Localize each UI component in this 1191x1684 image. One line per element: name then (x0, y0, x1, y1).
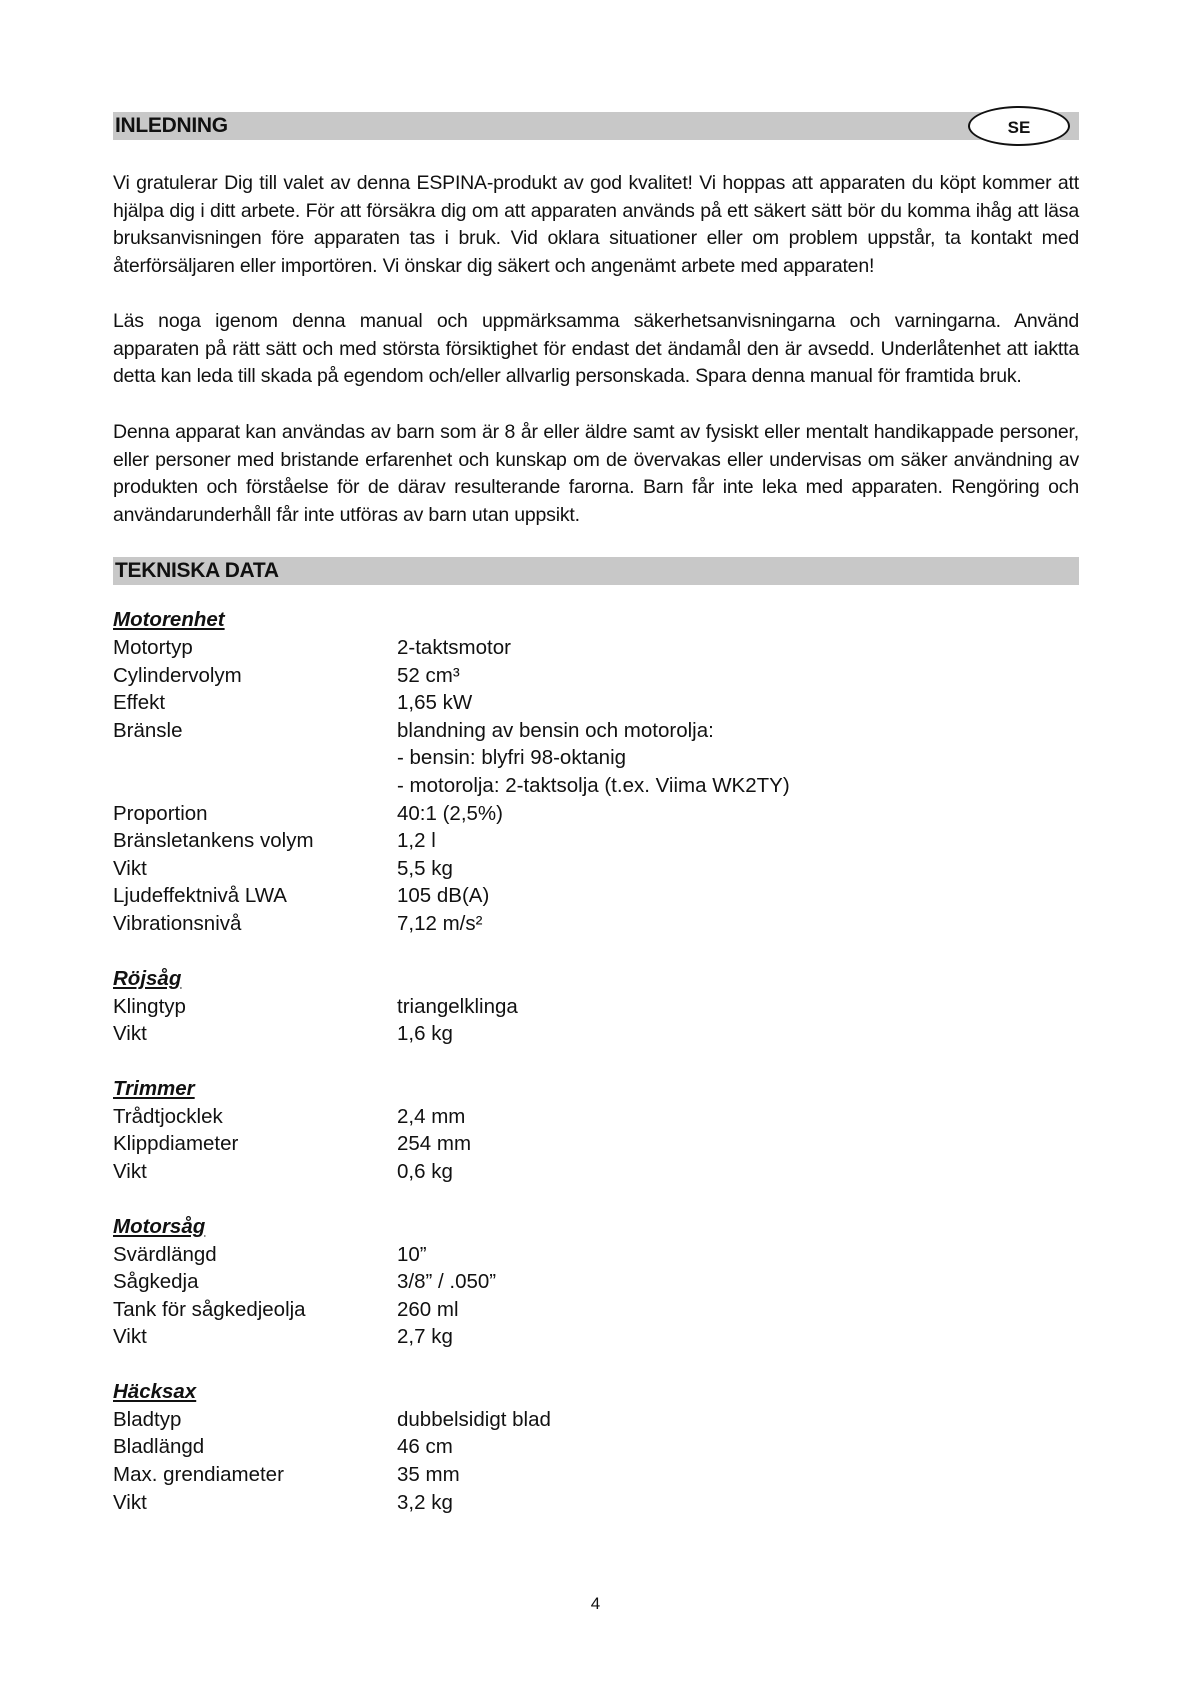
spec-row (113, 1020, 1013, 1048)
spec-label: Proportion (113, 801, 208, 825)
spec-label: Sågkedja (113, 1270, 199, 1294)
spec-value: 260 ml (397, 1297, 459, 1321)
spec-value: 46 cm (397, 1435, 453, 1459)
spec-label: Vikt (113, 1159, 147, 1183)
page-number: 4 (590, 1594, 601, 1613)
spec-row (113, 1130, 1013, 1158)
spec-label: Motortyp (113, 636, 193, 659)
spec-row (113, 855, 1013, 883)
spec-value: 2,7 kg (397, 1325, 453, 1349)
spec-group-motorsag (113, 1213, 1013, 1351)
spec-row (113, 1241, 1013, 1269)
spec-value: 254 mm (397, 1132, 472, 1156)
spec-group-title: Röjsåg (113, 966, 182, 990)
spec-row (113, 1268, 1013, 1296)
spec-label: Vibrationsnivå (113, 911, 242, 935)
spec-label: Klingtyp (113, 994, 186, 1018)
spec-label: Bränsle (113, 718, 183, 742)
intro-paragraph: Vi gratulerar Dig till valet av denna ESPINA-produkt av god kvalitet! Vi hoppas att apparaten du köpt kommer att hjälpa dig i ditt arbete. För att försäkra dig om att apparaten används på ett säkert sätt bör du komma ihåg att läsa bruksanvisningen före apparaten tas i bruk. Vid oklara situationer eller om problem uppstår, ta kontakt med återförsäljaren eller importören. Vi önskar dig säkert och angenämt arbete med apparaten! (113, 172, 1079, 277)
spec-value: 1,6 kg (397, 1022, 453, 1046)
spec-row (113, 717, 1013, 800)
technical-data-heading: TEKNISKA DATA (113, 557, 1079, 585)
spec-group-title: Motorsåg (113, 1214, 206, 1238)
spec-value: 52 cm³ (397, 663, 460, 687)
spec-row (113, 662, 1013, 690)
spec-value: 1,2 l (397, 829, 436, 853)
spec-row (113, 800, 1013, 828)
spec-group-title: Trimmer (113, 1076, 195, 1100)
spec-list (113, 606, 1013, 1543)
spec-label: Max. grendiameter (113, 1463, 284, 1487)
spec-group-hacksax (113, 1378, 1013, 1516)
spec-value: blandning av bensin och motorolja: - bensin: blyfri 98-oktanig - motorolja: 2-taktsolja (t.ex. Viima WK2TY) (397, 718, 790, 797)
spec-value: 10” (397, 1242, 427, 1266)
spec-label: Vikt (113, 1022, 147, 1046)
spec-value: 1,65 kW (397, 691, 473, 715)
spec-row (113, 827, 1013, 855)
spec-group-motorenhet (113, 606, 1013, 938)
spec-label: Bränsletankens volym (113, 829, 314, 853)
spec-label: Vikt (113, 856, 147, 880)
spec-label: Bladlängd (113, 1435, 205, 1459)
spec-row (113, 634, 1013, 662)
spec-group-rojsag (113, 965, 1013, 1048)
spec-value: 3,2 kg (397, 1490, 453, 1514)
spec-row (113, 1158, 1013, 1186)
spec-label: Cylindervolym (113, 663, 242, 687)
spec-row (113, 1296, 1013, 1324)
spec-value: 5,5 kg (397, 856, 453, 880)
spec-value: 40:1 (2,5%) (397, 801, 503, 825)
intro-heading: INLEDNING (113, 112, 1079, 140)
spec-group-title: Motorenhet (113, 608, 225, 631)
language-badge: SE (968, 106, 1070, 146)
spec-value: 7,12 m/s² (397, 911, 483, 935)
spec-row (113, 910, 1013, 938)
spec-value: 0,6 kg (397, 1159, 453, 1183)
spec-label: Ljudeffektnivå LWA (113, 884, 287, 908)
spec-group-trimmer (113, 1075, 1013, 1186)
spec-row (113, 1461, 1013, 1489)
spec-label: Vikt (113, 1490, 147, 1514)
spec-row (113, 1323, 1013, 1351)
spec-row (113, 1433, 1013, 1461)
spec-label: Vikt (113, 1325, 147, 1349)
spec-label: Svärdlängd (113, 1242, 217, 1266)
spec-label: Bladtyp (113, 1407, 182, 1431)
intro-paragraph: Läs noga igenom denna manual och uppmärksamma säkerhetsanvisningarna och varningarna. Använd apparaten på rätt sätt och med största försiktighet för endast det ändamål den är avsedd. Underlåtenhet att iaktta detta kan leda till skada på egendom och/eller allvarlig personskada. Spara denna manual för framtida bruk. (113, 310, 1079, 387)
spec-value: 105 dB(A) (397, 884, 490, 908)
spec-label: Effekt (113, 691, 166, 715)
spec-group-title: Häcksax (113, 1379, 197, 1403)
spec-value: dubbelsidigt blad (397, 1407, 551, 1431)
spec-value: 2,4 mm (397, 1104, 466, 1128)
spec-label: Tank för sågkedjeolja (113, 1297, 306, 1321)
spec-row (113, 1103, 1013, 1131)
spec-row (113, 1406, 1013, 1434)
spec-value: 2-taktsmotor (397, 636, 511, 659)
spec-row (113, 882, 1013, 910)
spec-row (113, 1489, 1013, 1517)
spec-row (113, 689, 1013, 717)
spec-label: Trådtjocklek (113, 1104, 223, 1128)
spec-value: 3/8” / .050” (397, 1270, 497, 1294)
intro-paragraph: Denna apparat kan användas av barn som är 8 år eller äldre samt av fysiskt eller mentalt handikappade personer, eller personer med bristande erfarenhet och kunskap om de övervakas eller undervisas om säker användning av produkten och förståelse för de därav resulterande farorna. Barn får inte leka med apparaten. Rengöring och användarunderhåll får inte utföras av barn utan uppsikt. (113, 421, 1079, 526)
spec-value: triangelklinga (397, 994, 518, 1018)
spec-row (113, 993, 1013, 1021)
spec-label: Klippdiameter (113, 1132, 239, 1156)
spec-value: 35 mm (397, 1463, 460, 1487)
